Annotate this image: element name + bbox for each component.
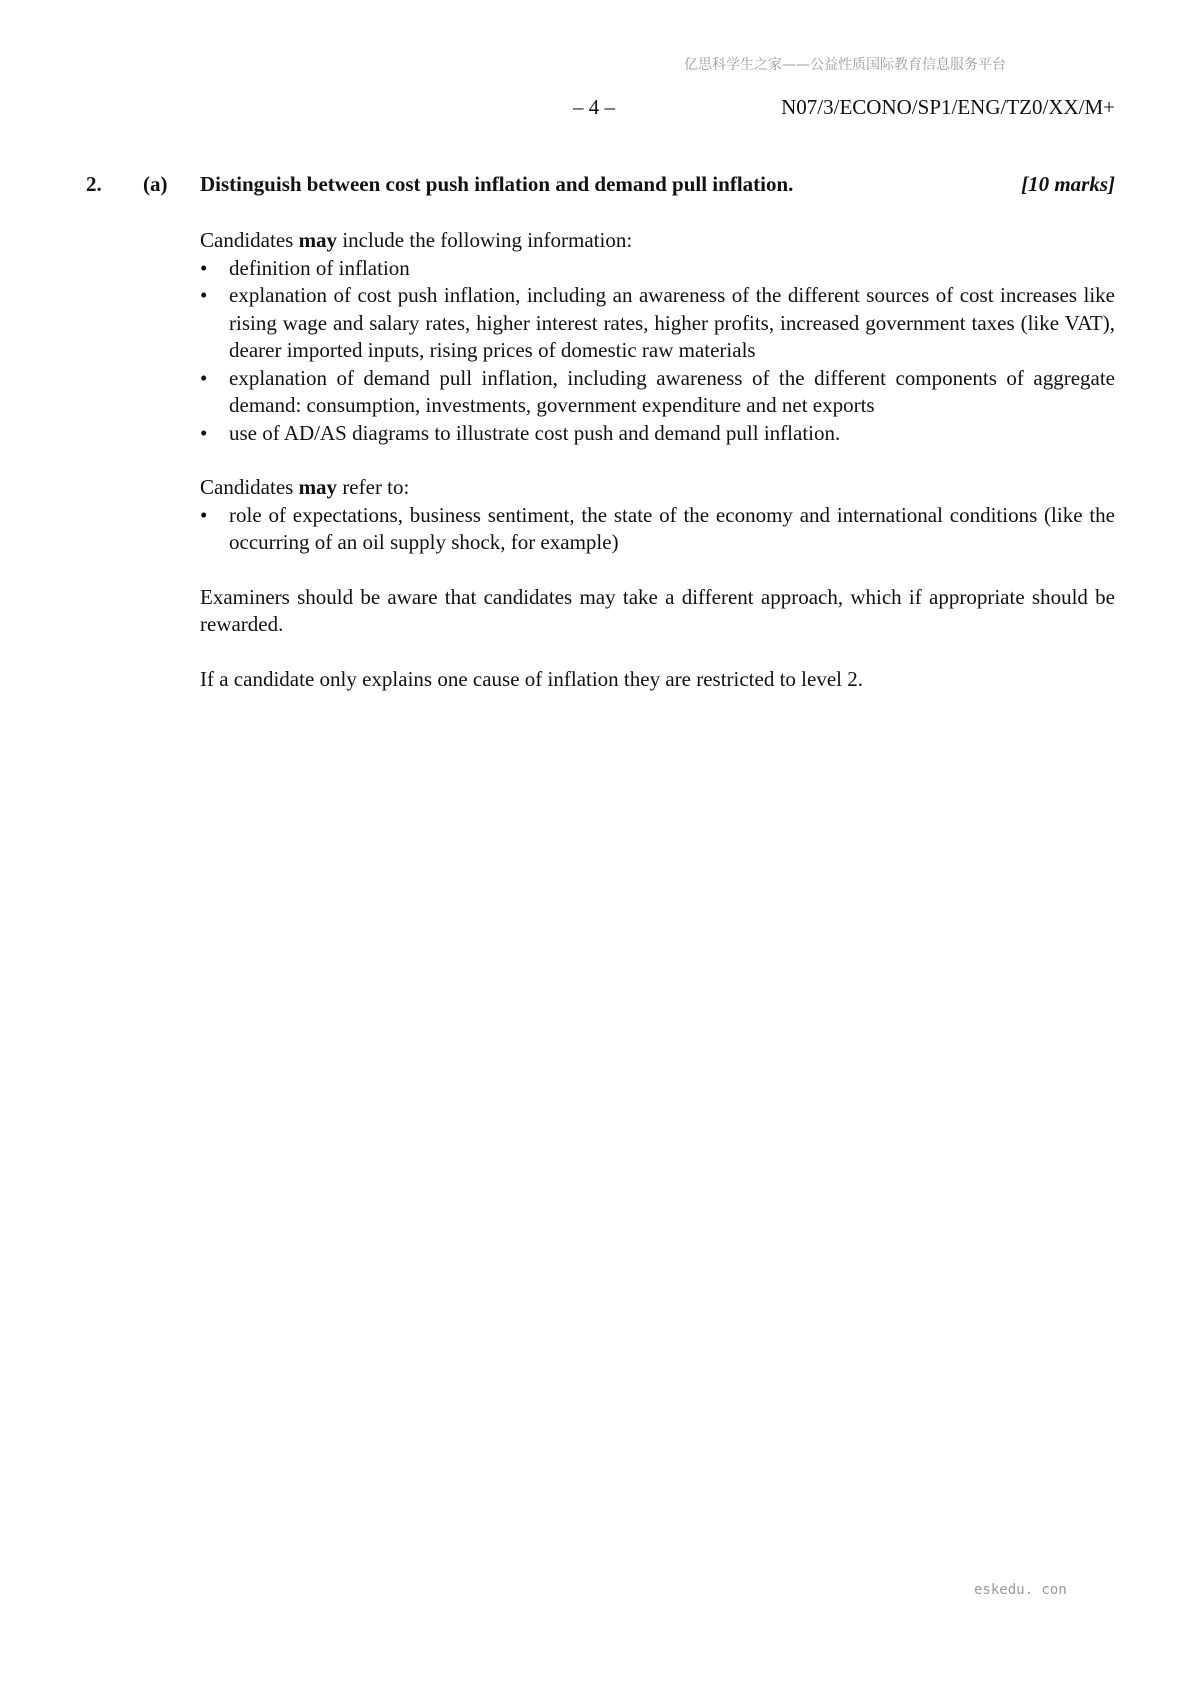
bullet-icon: • xyxy=(200,502,208,527)
examiners-note: Examiners should be aware that candidates may take a different approach, which if appropriate should be rewarded. xyxy=(200,584,1115,636)
markscheme-content xyxy=(200,227,1115,693)
question-number: 2. xyxy=(86,172,102,196)
question-title: Distinguish between cost push inflation and demand pull inflation. xyxy=(200,172,794,196)
list-item: • role of expectations, business sentiment, the state of the economy and international conditions (like the occurring of an oil supply shock, for example) xyxy=(200,502,1115,554)
section2-bullet-list xyxy=(200,502,1115,557)
page-header xyxy=(0,95,1191,125)
bullet-icon: • xyxy=(200,283,208,307)
section2-intro: Candidates may refer to: xyxy=(200,475,410,499)
section1-intro: Candidates may include the following information: xyxy=(200,228,633,252)
list-item: • explanation of demand pull inflation, including awareness of the different components of aggregate demand: consumption, investments, government expenditure and net exports xyxy=(200,365,1115,417)
emphasis-may: may xyxy=(298,475,338,499)
list-item: • explanation of cost push inflation, including an awareness of the different sources of cost increases like rising wage and salary rates, higher interest rates, higher profits, increased government taxes (like VAT), dearer imported inputs, rising prices of domestic raw materials xyxy=(200,283,1115,362)
bullet-icon: • xyxy=(200,420,208,445)
watermark-bottom: eskedu. con xyxy=(974,1582,1067,1598)
question-part: (a) xyxy=(143,172,168,196)
list-item: • use of AD/AS diagrams to illustrate cost push and demand pull inflation. xyxy=(200,420,1115,448)
bullet-icon: • xyxy=(200,255,208,280)
emphasis-may: may xyxy=(298,228,338,252)
paper-code: N07/3/ECONO/SP1/ENG/TZ0/XX/M+ xyxy=(781,95,1115,119)
question-heading xyxy=(0,172,1191,202)
bullet-icon: • xyxy=(200,365,208,390)
restriction-note: If a candidate only explains one cause of inflation they are restricted to level 2. xyxy=(200,666,863,691)
watermark-top: 亿思科学生之家——公益性质国际教育信息服务平台 xyxy=(684,57,1006,73)
question-marks: [10 marks] xyxy=(1021,172,1115,196)
page-number: – 4 – xyxy=(573,95,615,119)
section1-bullet-list xyxy=(200,255,1115,448)
list-item: • definition of inflation xyxy=(200,255,1115,283)
